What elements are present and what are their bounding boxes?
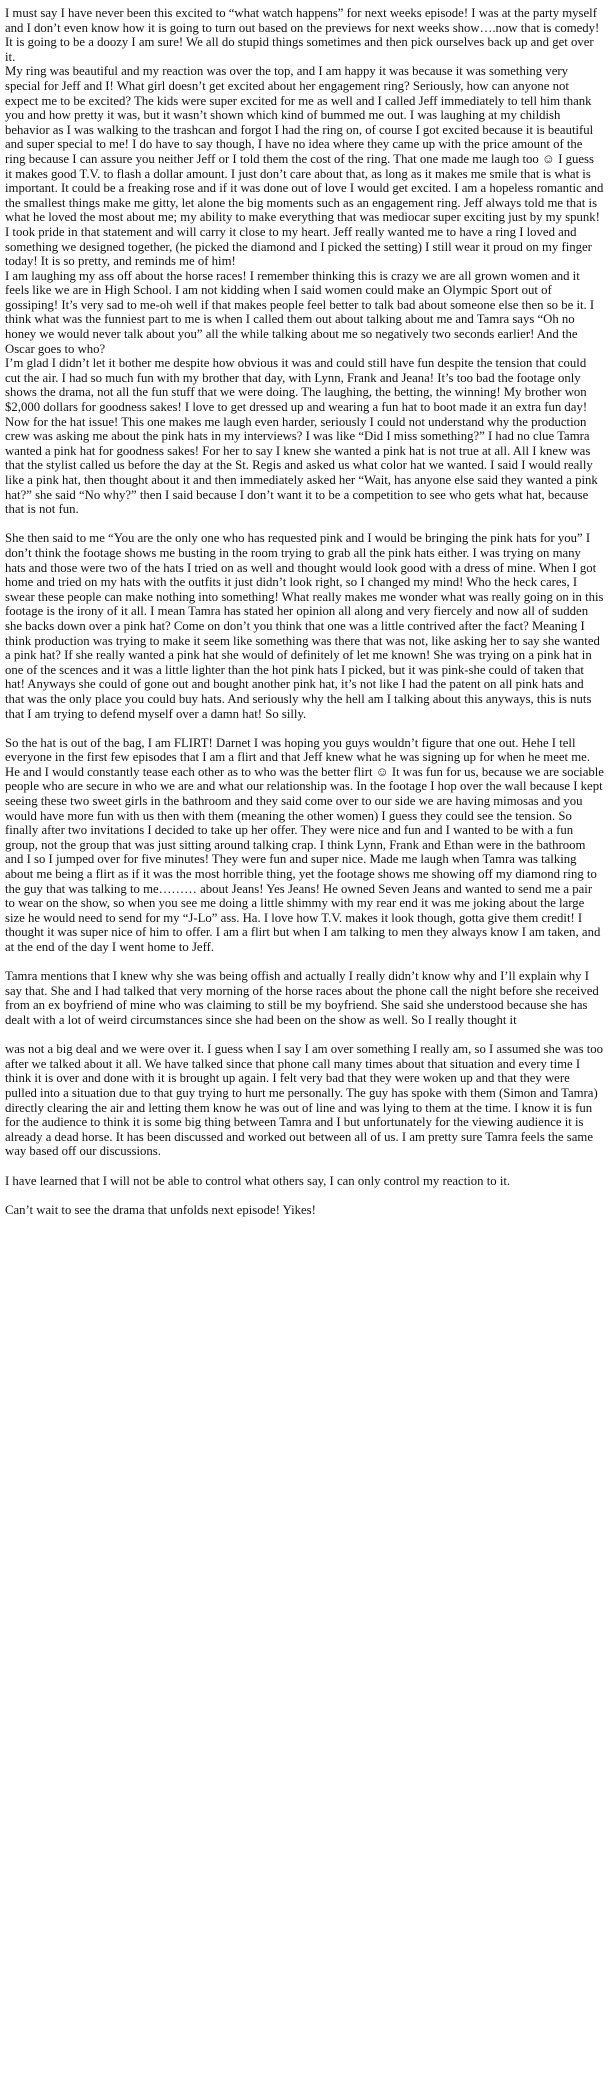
paragraph-hat-issue: Now for the hat issue! This one makes me laugh even harder, seriously I could not understand why the production crew was asking me about the pink hats in my interviews? I was like “Did I miss something?” I had no clue Tamra wanted a pink hat for goodness sakes! For her to say I knew she wanted a pink hat is not true at all. All I knew was that the stylist called us before the day at the St. Regis and asked us what color hat we wanted. I said I would really like a pink hat, then thought about it and then immediately asked her “Wait, has anyone else said they wanted a pink hat?” she said “No why?” then I said because I don’t want it to be a competition to see who gets what hat, because that is not fun.	[5, 414, 598, 517]
paragraph-spacer	[5, 1028, 604, 1043]
paragraph-spacer	[5, 721, 604, 736]
paragraph-control-reaction: I have learned that I will not be able to control what others say, I can only control my reaction to it.	[5, 1173, 511, 1188]
paragraph-closing: Can’t wait to see the drama that unfolds next episode! Yikes!	[5, 1202, 316, 1217]
paragraph-horse-races: I am laughing my ass off about the horse races! I remember thinking this is crazy we are all grown women and it feels like we are in High School. I am not kidding when I said women could make an Olympic Sport out of gossiping! It’s very sad to me-oh well if that makes people feel better to talk bad about someone else then so be it. I think what was the funniest part to me is when I called them out about talking about me and Tamra says “Oh no honey we would never talk about you” all the while talking about me so negatively two seconds earlier! And the Oscar goes to who?	[5, 268, 595, 356]
paragraph-dead-horse: was not a big deal and we were over it. I guess when I say I am over something I really am, so I assumed she was too after we talked about it all. We have talked since that phone call many times about that situation and every time I think it is over and done with it is brought up again. I felt very bad that they were woken up and that they were pulled into a situation due to that guy trying to hurt me personally. The guy has spoke with them (Simon and Tamra) directly clearing the air and letting them know he was out of line and was lying to them at the time. I know it is fun for the audience to think it is some big thing between Tamra and I but unfortunately for the viewing audience it is already a dead horse. It has been discussed and worked out between all of us. I am pretty sure Tamra feels the same way based off our discussions.	[5, 1042, 604, 1159]
paragraph-spacer	[5, 1188, 604, 1203]
paragraph-episode-excitement: I must say I have never been this excited to “what watch happens” for next weeks episode! I was at the party myself and I don’t even know how it is going to turn out based on the previews for next weeks show….now that is comedy! It is going to be a doozy I am sure! We all do stupid things sometimes and then pick ourselves back up and get over it.	[5, 6, 600, 64]
paragraph-pink-hats: She then said to me “You are the only one who has requested pink and I would be bringing the pink hats for you” I don’t think the footage shows me busting in the room trying to grab all the pink hats either. I was trying on many hats and those were two of the hats I tried on as well and thought would look good with a dress of mine. When I got home and tried on my hats with the outfits it just didn’t look right, so I changed my mind! Who the heck cares, I swear these people can make nothing into something! What really makes me wonder what was really going on in this footage is the irony of it all. I mean Tamra has stated her opinion all along and very fiercely and now all of sudden she backs down over a pink hat? Come on don’t you think that one was a little contrived after the fact? Meaning I think production was trying to make it seem like something was there that was not, like asking her to say she wanted a pink hat? If she really wanted a pink hat she would of definitely of let me known! She was trying on a pink hat in one of the scences and it was a little lighter than the hot pink hats I picked, but it was pink-she could of taken that hat! Anyways she could of gone out and bought another pink hat, it’s not like I had the patent on all pink hats and that was the only place you could buy hats. And seriously why the hell am I talking about this anyways, this is nuts that I am trying to defend myself over a damn hat! So silly.	[5, 531, 604, 721]
paragraph-spacer	[5, 955, 604, 970]
paragraph-engagement-ring: My ring was beautiful and my reaction was over the top, and I am happy it was because it was something very special for Jeff and I! What girl doesn’t get excited about her engagement ring? Seriously, how can anyone not expect me to be excited? The kids were super excited for me as well and I called Jeff immediately to tell him thank you and how pretty it was, but it wasn’t shown which kind of bummed me out. I was laughing at my childish behavior as I was walking to the trashcan and forgot I had the ring on, of course I got excited because it is beautiful and super special to me! I do have to say though, I have no idea where they came up with the price amount of the ring because I can assure you neither Jeff or I told them the cost of the ring. That one made me laugh too ☺ I guess it makes good T.V. to flash a dollar amount. I just don’t care about that, as long as it makes me smile that is what is important. It could be a freaking rose and if it was done out of love I would get excited. I am a hopeless romantic and the smallest things make me gitty, let alone the big moments such as an engagement ring. Jeff always told me that is what he loved the most about me; my ability to make everything that was mediocar super exciting just by my spunk! I took pride in that statement and will carry it close to my heart. Jeff really wanted me to have a ring I loved and something we designed together, (he picked the diamond and I picked the setting) I still wear it proud on my finger today! It is so pretty, and reminds me of him!	[5, 64, 604, 269]
paragraph-tamra-offish: Tamra mentions that I knew why she was being offish and actually I really didn’t know why and I’ll explain why I say that. She and I had talked that very morning of the horse races about the phone call the night before she received from an ex boyfriend of mine who was claiming to still be my boyfriend. She said she understood because she has dealt with a lot of weird circumstances since she had been on the show as well. So I really thought it	[5, 969, 599, 1027]
paragraph-spacer	[5, 1159, 604, 1174]
paragraph-flirt: So the hat is out of the bag, I am FLIRT! Darnet I was hoping you guys wouldn’t figure that one out. Hehe I tell everyone in the first few episodes that I am a flirt and that Jeff knew what he was signing up for when he meet me. He and I would constantly tease each other as to who was the better flirt ☺ It was fun for us, because we are sociable people who are secure in who we are and what our relationship was. In the footage I hop over the wall because I kept seeing these two sweet girls in the bathroom and they said come over to our side we are having mimosas and you would have more fun with us then with them (meaning the other women) I guess they could see the tension. So finally after two invitations I decided to take up her offer. They were nice and fun and I wanted to be with a fun group, not the group that was just sitting around talking crap. I think Lynn, Frank and Ethan were in the bathroom and I so I jumped over for five minutes! They were fun and super nice. Made me laugh when Tamra was talking about me being a flirt as if it was the most horrible thing, yet the footage shows me showing off my diamond ring to the guy that was talking to me……… about Jeans! Yes Jeans! He owned Seven Jeans and wanted to send me a pair to wear on the show, so when you see me doing a little shimmy with my rear end it was me joking about the large size he would need to send for my “J-Lo” ass. Ha. I love how T.V. makes it look though, gotta give them credit! I thought it was super nice of him to offer. I am a flirt but when I am talking to men they always know I am taken, and at the end of the day I went home to Jeff.	[5, 735, 604, 954]
paragraph-fun-day: I’m glad I didn’t let it bother me despite how obvious it was and could still have fun despite the tension that could cut the air. I had so much fun with my brother that day, with Lynn, Frank and Jeana! It’s too bad the footage only shows the drama, not all the fun stuff that we were doing. The laughing, the betting, the winning! My brother won $2,000 dollars for goodness sakes! I love to get dressed up and wearing a fun hat to boot made it an extra fun day!	[5, 356, 588, 415]
paragraph-spacer	[5, 517, 604, 532]
